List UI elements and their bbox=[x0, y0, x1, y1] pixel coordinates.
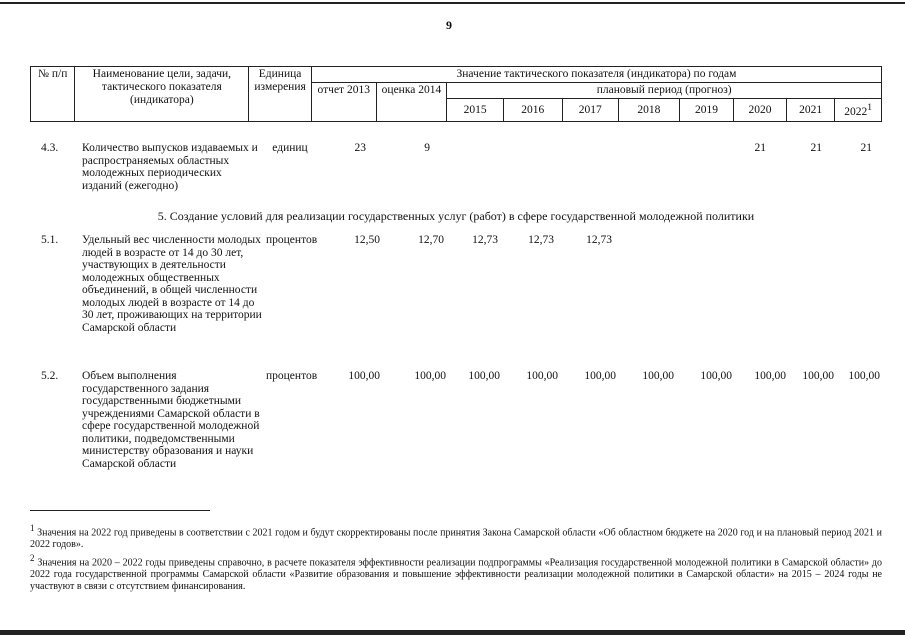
value-2021: 21 bbox=[810, 142, 822, 154]
header-year: 2015 bbox=[447, 99, 504, 122]
header-year: 2020 bbox=[734, 99, 787, 122]
header-unit: Единица измерения bbox=[249, 67, 312, 122]
value-2019: 100,00 bbox=[700, 370, 732, 382]
header-year: 2017 bbox=[562, 99, 619, 122]
value-report: 23 bbox=[354, 142, 366, 154]
footnote-ref-1: 1 bbox=[867, 102, 873, 114]
page-number: 9 bbox=[446, 18, 452, 32]
value-estimate: 100,00 bbox=[414, 370, 446, 382]
value-2016: 100,00 bbox=[526, 370, 558, 382]
row-unit: процентов bbox=[266, 370, 318, 382]
value-2016: 12,73 bbox=[528, 234, 554, 246]
row-unit: процентов bbox=[266, 234, 318, 246]
value-estimate: 9 bbox=[424, 142, 430, 154]
row-name: Количество выпусков издаваемых и распространяемых областных молодежных периодических изданий (ежегодно) bbox=[82, 142, 258, 192]
footnote-text: Значения на 2022 год приведены в соответствии с 2021 годом и будут скорректированы после принятия Закона Самарской области «Об областном бюджете на 2020 год и на плановый период 2021 и 2022 годов». bbox=[30, 527, 882, 551]
row-unit: единиц bbox=[272, 142, 308, 154]
row-name: Удельный вес численности молодых людей в возрасте от 14 до 30 лет, участвующих в деятельности молодежных общественных объединений, в общей численности молодых людей в возрасте от 14 до 30 лет, проживающих на территории Самарской области bbox=[82, 234, 262, 334]
indicator-table-header bbox=[30, 66, 882, 122]
value-estimate: 12,70 bbox=[418, 234, 444, 246]
row-number: 4.3. bbox=[41, 142, 59, 154]
header-plan: плановый период (прогноз) bbox=[447, 83, 882, 99]
value-2021: 100,00 bbox=[802, 370, 834, 382]
footnote-mark: 1 bbox=[30, 523, 35, 533]
value-2022: 100,00 bbox=[848, 370, 880, 382]
value-2022: 21 bbox=[860, 142, 872, 154]
header-year: 2016 bbox=[503, 99, 562, 122]
top-border bbox=[0, 2, 905, 4]
header-values: Значение тактического показателя (индикатора) по годам bbox=[311, 67, 881, 83]
row-number: 5.2. bbox=[41, 370, 59, 382]
row-name: Объем выполнения государственного задания государственными бюджетными учреждениями Самарской области в сфере государственной молодежной политики, подведомственными министерству образования и науки Самарской области bbox=[82, 370, 260, 470]
value-2020: 21 bbox=[754, 142, 766, 154]
footnote-text: Значения на 2020 – 2022 годы приведены справочно, в расчете показателя эффективности реализации подпрограммы «Реализация государственной молодежной политики в Самарской области» до 2022 года государственной программы Самарской области «Развитие образования и повышение эффективности реализации молодежной политики в Самарской области» на 2015 – 2024 годы не участвуют в связи с отсутствием финансирования. bbox=[30, 557, 883, 593]
footnote-mark: 2 bbox=[30, 553, 35, 563]
value-2017: 12,73 bbox=[586, 234, 612, 246]
value-2017: 100,00 bbox=[584, 370, 616, 382]
header-number: № п/п bbox=[31, 67, 75, 122]
footnote-1 bbox=[30, 522, 882, 551]
footnote-2 bbox=[30, 552, 882, 593]
header-year: 2019 bbox=[679, 99, 734, 122]
header-year: 2021 bbox=[786, 99, 835, 122]
value-2015: 12,73 bbox=[472, 234, 498, 246]
bottom-border bbox=[0, 630, 905, 635]
footnote-separator bbox=[30, 510, 210, 511]
header-year: 2018 bbox=[619, 99, 680, 122]
value-2018: 100,00 bbox=[642, 370, 674, 382]
header-estimate: оценка 2014 bbox=[376, 83, 447, 122]
value-report: 12,50 bbox=[354, 234, 380, 246]
value-2020: 100,00 bbox=[754, 370, 786, 382]
header-report: отчет 2013 bbox=[311, 83, 376, 122]
header-name: Наименование цели, задачи, тактического показателя (индикатора) bbox=[75, 67, 249, 122]
value-2015: 100,00 bbox=[468, 370, 500, 382]
row-number: 5.1. bbox=[41, 234, 59, 246]
header-year-2022: 2022$^1$ bbox=[835, 99, 882, 122]
section-5-title: 5. Создание условий для реализации государственных услуг (работ) в сфере государственной молодежной политики bbox=[157, 209, 755, 223]
value-report: 100,00 bbox=[348, 370, 380, 382]
